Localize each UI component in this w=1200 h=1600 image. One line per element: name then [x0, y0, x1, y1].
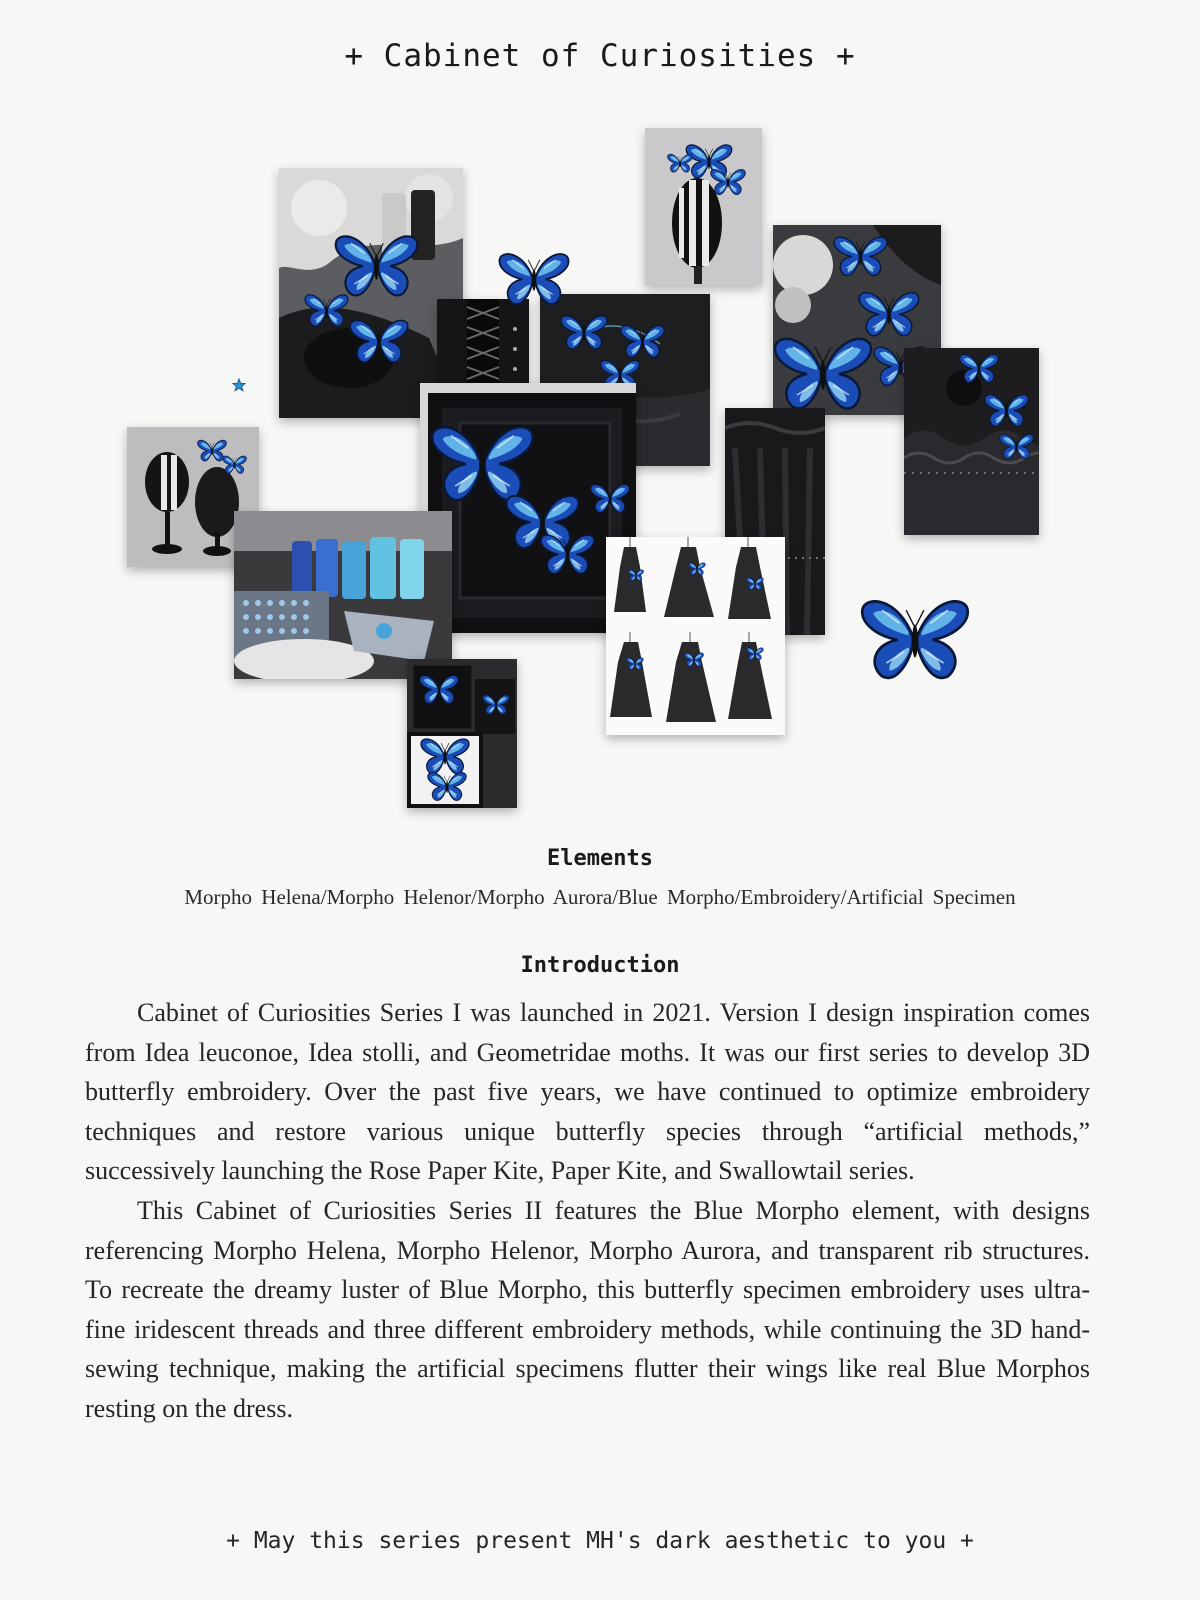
elements-heading: Elements: [547, 846, 653, 871]
introduction-paragraph: This Cabinet of Curiosities Series II features the Blue Morpho element, with designs referencing Morpho Helena, Morpho Helenor, Morpho Aurora, and transparent rib structures. To recreate the dreamy luster of Blue Morpho, this butterfly specimen embroidery uses ultra-fine iridescent threads and three different embroidery methods, while continuing the 3D hand-sewing technique, making the artificial specimens flutter their wings like real Blue Morphos resting on the dress.: [85, 1195, 1090, 1423]
introduction-heading: Introduction: [520, 953, 680, 978]
photo-framed-specimens-small: [407, 659, 517, 808]
photo-framed-specimen: [420, 383, 636, 633]
photo-embroidery-threads: [234, 511, 452, 679]
page-title: + Cabinet of Curiosities +: [344, 38, 856, 74]
butterfly-illustration-top: [498, 250, 570, 310]
footer-tagline: + May this series present MH's dark aesthetic to you +: [226, 1528, 974, 1554]
introduction-body: [85, 993, 1090, 1429]
star-icon: [232, 378, 246, 392]
photo-striped-hat: [645, 128, 762, 285]
photo-black-ruffles-right: [904, 348, 1039, 535]
elements-list: Morpho Helena/Morpho Helenor/Morpho Aurora/Blue Morpho/Embroidery/Artificial Specimen: [184, 885, 1016, 909]
photo-thread-cones-butterflies: [279, 168, 463, 418]
butterfly-illustration-right: [855, 597, 975, 685]
photo-dress-lineup: [606, 537, 785, 735]
introduction-paragraph: Cabinet of Curiosities Series I was launched in 2021. Version I design inspiration comes from Idea leuconoe, Idea stolli, and Geometridae moths. It was our first series to develop 3D butterfly embroidery. Over the past five years, we have continued to optimize embroidery techniques and restore various unique butterfly species through “artificial methods,” successively launching the Rose Paper Kite, Paper Kite, and Swallowtail series.: [85, 998, 1090, 1186]
